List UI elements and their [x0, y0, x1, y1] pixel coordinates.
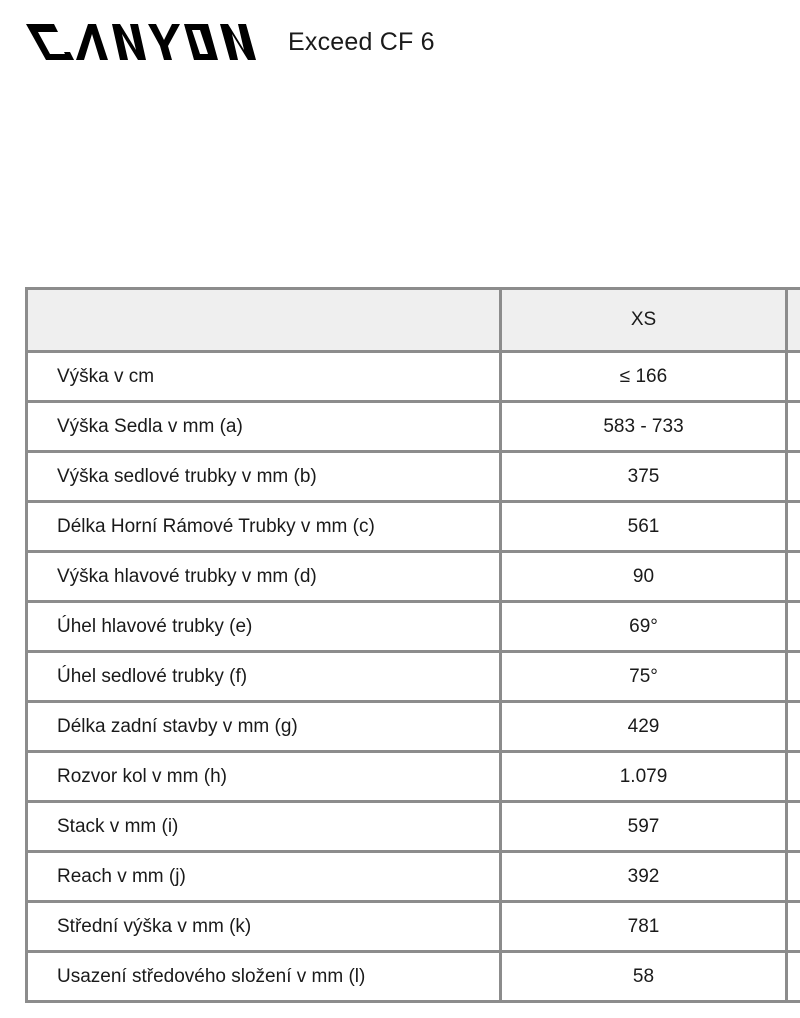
row-value-xs: 69°: [501, 602, 787, 652]
row-value-next: [787, 702, 800, 752]
table-header-row: [27, 289, 800, 352]
table-corner-cell: [27, 289, 501, 352]
table-row: [27, 602, 800, 652]
row-value-xs: 561: [501, 502, 787, 552]
row-value-xs: 597: [501, 802, 787, 852]
row-value-next: [787, 652, 800, 702]
table-row: [27, 752, 800, 802]
table-row: [27, 452, 800, 502]
row-value-next: [787, 752, 800, 802]
row-value-xs: 58: [501, 952, 787, 1002]
row-value-next: [787, 452, 800, 502]
row-label: Výška v cm: [27, 352, 501, 402]
row-label: Délka Horní Rámové Trubky v mm (c): [27, 502, 501, 552]
table-row: [27, 352, 800, 402]
row-value-xs: 1.079: [501, 752, 787, 802]
row-value-xs: 781: [501, 902, 787, 952]
row-label: Rozvor kol v mm (h): [27, 752, 501, 802]
row-label: Usazení středového složení v mm (l): [27, 952, 501, 1002]
table-row: [27, 402, 800, 452]
row-value-xs: 392: [501, 852, 787, 902]
table-row: [27, 702, 800, 752]
table-row: [27, 652, 800, 702]
table-row: [27, 552, 800, 602]
canyon-logo[interactable]: [24, 18, 260, 62]
table-row: [27, 502, 800, 552]
row-value-next: [787, 952, 800, 1002]
row-label: Délka zadní stavby v mm (g): [27, 702, 501, 752]
row-label: Reach v mm (j): [27, 852, 501, 902]
row-value-xs: ≤ 166: [501, 352, 787, 402]
row-value-next: [787, 852, 800, 902]
row-value-xs: 583 - 733: [501, 402, 787, 452]
row-value-next: [787, 802, 800, 852]
table-row: [27, 802, 800, 852]
row-value-xs: 90: [501, 552, 787, 602]
geometry-table: [25, 287, 800, 1003]
size-header-xs[interactable]: XS: [501, 289, 787, 352]
model-name: Exceed CF 6: [288, 27, 435, 56]
row-label: Výška Sedla v mm (a): [27, 402, 501, 452]
row-value-next: [787, 402, 800, 452]
table-row: [27, 902, 800, 952]
page-header: [24, 14, 435, 66]
row-label: Výška hlavové trubky v mm (d): [27, 552, 501, 602]
row-label: Střední výška v mm (k): [27, 902, 501, 952]
row-label: Úhel sedlové trubky (f): [27, 652, 501, 702]
row-label: Stack v mm (i): [27, 802, 501, 852]
table-row: [27, 952, 800, 1002]
row-value-next: [787, 602, 800, 652]
table-row: [27, 852, 800, 902]
row-label: Úhel hlavové trubky (e): [27, 602, 501, 652]
row-label: Výška sedlové trubky v mm (b): [27, 452, 501, 502]
row-value-next: [787, 902, 800, 952]
row-value-next: [787, 552, 800, 602]
size-header-next[interactable]: [787, 289, 800, 352]
row-value-xs: 75°: [501, 652, 787, 702]
row-value-next: [787, 352, 800, 402]
row-value-xs: 429: [501, 702, 787, 752]
row-value-next: [787, 502, 800, 552]
row-value-xs: 375: [501, 452, 787, 502]
